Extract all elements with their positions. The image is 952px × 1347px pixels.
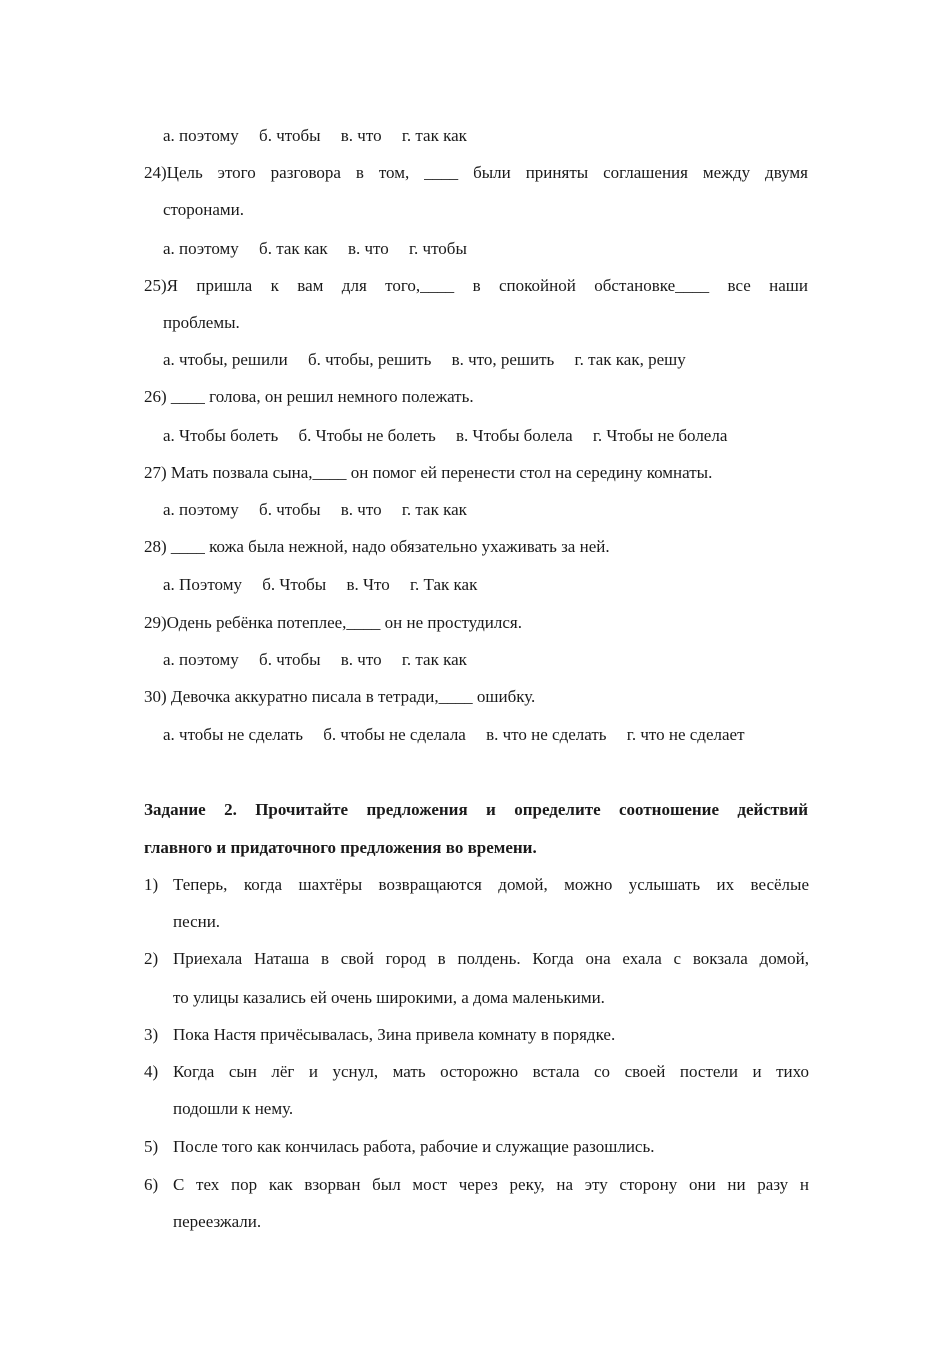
task2-item-1-line2: песни.: [173, 912, 221, 931]
q29-option-a: а. поэтому: [163, 650, 239, 669]
q28-options: [163, 574, 477, 596]
q23-option-g: г. так как: [401, 126, 467, 145]
q29-text: 29)Одень ребёнка потеплее,____ он не простудился.: [144, 613, 522, 632]
q25-option-a: а. чтобы, решили: [163, 350, 288, 369]
task2-item-4-line2: подошли к нему.: [173, 1099, 294, 1118]
task2-item-1-number: 1): [144, 875, 159, 894]
q27-option-g: г. так как: [401, 500, 467, 519]
task2-item-5-line1: После того как кончилась работа, рабочие и служащие разошлись.: [173, 1137, 655, 1156]
q29-options: [163, 649, 467, 671]
q28-option-b: б. Чтобы: [262, 575, 327, 594]
q25-text-line1: 25)Я пришла к вам для того,____ в спокойной обстановке____ все наши: [144, 276, 808, 295]
task2-item-5-number: 5): [144, 1137, 159, 1156]
q27-option-a: а. поэтому: [163, 500, 239, 519]
q30-option-a: а. чтобы не сделать: [163, 725, 304, 744]
q28-text: 28) ____ кожа была нежной, надо обязательно ухаживать за ней.: [144, 537, 610, 556]
q30-options: [163, 724, 745, 746]
task2-item-6-number: 6): [144, 1175, 159, 1194]
task2-item-2-line2: то улицы казались ей очень широкими, а дома маленькими.: [173, 988, 605, 1007]
q25-option-v: в. что, решить: [451, 350, 555, 369]
task2-heading-line2: главного и придаточного предложения во времени.: [144, 838, 537, 857]
q28-option-v: в. Что: [346, 575, 390, 594]
q24-option-v: в. что: [347, 239, 389, 258]
q27-option-v: в. что: [340, 500, 382, 519]
q24-option-g: г. чтобы: [409, 239, 467, 258]
task2-item-2-number: 2): [144, 949, 159, 968]
q28-option-g: г. Так как: [409, 575, 478, 594]
task2-item-2-line1: Приехала Наташа в свой город в полдень. Когда она ехала с вокзала домой,: [173, 949, 809, 968]
q26-text: 26) ____ голова, он решил немного полежать.: [144, 387, 474, 406]
task2-item-3-line1: Пока Настя причёсывалась, Зина привела комнату в порядке.: [173, 1025, 616, 1044]
task2-item-3-number: 3): [144, 1025, 159, 1044]
q26-option-g: г. Чтобы не болела: [592, 426, 728, 445]
task2-item-6-line2: переезжали.: [173, 1212, 262, 1231]
q23-option-a: а. поэтому: [163, 126, 239, 145]
q30-option-g: г. что не сделает: [626, 725, 745, 744]
q25-text-line2: проблемы.: [163, 313, 240, 332]
q24-option-a: а. поэтому: [163, 239, 239, 258]
q24-option-b: б. так как: [259, 239, 328, 258]
q24-text-line1: 24)Цель этого разговора в том, ____ были приняты соглашения между двумя: [144, 163, 808, 182]
q27-text: 27) Мать позвала сына,____ он помог ей перенести стол на середину комнаты.: [144, 463, 713, 482]
q26-option-b: б. Чтобы не болеть: [298, 426, 436, 445]
q30-text: 30) Девочка аккуратно писала в тетради,____ ошибку.: [144, 687, 536, 706]
q29-option-v: в. что: [340, 650, 382, 669]
task2-item-1-line1: Теперь, когда шахтёры возвращаются домой, можно услышать их весёлые: [173, 875, 809, 894]
task2-item-6-line1: С тех пор как взорван был мост через реку, на эту сторону они ни разу н: [173, 1175, 809, 1194]
task2-item-4-line1: Когда сын лёг и уснул, мать осторожно встала со своей постели и тихо: [173, 1062, 809, 1081]
q29-option-g: г. так как: [401, 650, 467, 669]
q23-options: [163, 125, 467, 147]
task2-item-4-number: 4): [144, 1062, 159, 1081]
q23-option-v: в. что: [340, 126, 382, 145]
q25-option-b: б. чтобы, решить: [307, 350, 432, 369]
q30-option-v: в. что не сделать: [486, 725, 607, 744]
q23-option-b: б. чтобы: [259, 126, 321, 145]
q27-option-b: б. чтобы: [259, 500, 321, 519]
q24-options: [163, 238, 467, 260]
q27-options: [163, 499, 467, 521]
task2-heading-line1: Задание 2. Прочитайте предложения и определите соотношение действий: [144, 800, 808, 819]
q30-option-b: б. чтобы не сделала: [323, 725, 466, 744]
q25-option-g: г. так как, решу: [574, 350, 686, 369]
q26-options: [163, 425, 727, 447]
q29-option-b: б. чтобы: [259, 650, 321, 669]
q26-option-a: а. Чтобы болеть: [163, 426, 279, 445]
q26-option-v: в. Чтобы болела: [456, 426, 573, 445]
q28-option-a: а. Поэтому: [163, 575, 242, 594]
q24-text-line2: сторонами.: [163, 200, 244, 219]
q25-options: [163, 349, 686, 371]
